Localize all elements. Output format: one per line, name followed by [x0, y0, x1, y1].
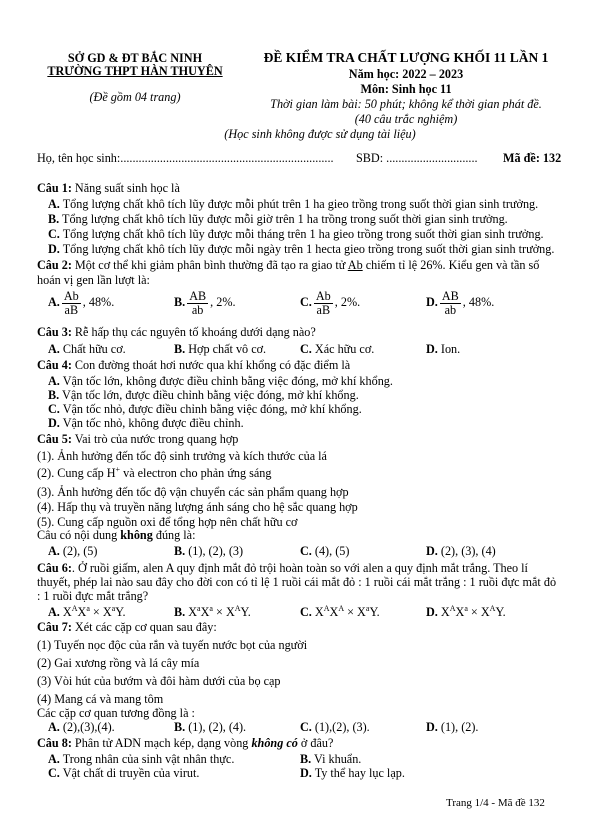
option-text: (1), (2), (4).: [188, 720, 247, 734]
allele-superscript: A: [323, 603, 330, 613]
candidate-number-field: SBD: ..............................: [356, 151, 478, 165]
question-4: [37, 358, 350, 373]
fraction-top: AB: [189, 289, 207, 303]
option-text: Tổng lượng chất khô tích lũy được mỗi tháng trên 1 ha gieo trồng trong suốt thời gian sinh trưởng.: [62, 227, 544, 241]
student-name-field: Họ, tên học sinh:......................................................................: [37, 151, 334, 165]
option-text: Chất hữu cơ.: [62, 342, 126, 356]
option-key: B.: [174, 720, 186, 734]
option-a[interactable]: [48, 605, 126, 620]
options-row: [48, 290, 568, 322]
statement-1: (1). Ảnh hưởng đến tốc độ sinh trưởng và kích thước của lá: [37, 449, 327, 463]
allele-superscript: a: [209, 603, 213, 613]
cross-formula: $X^AX^a \times X^AY$.: [440, 603, 506, 619]
option-key: B.: [48, 212, 60, 226]
option-d[interactable]: [426, 605, 506, 620]
option-key: C.: [300, 544, 312, 558]
allele-superscript: a: [86, 603, 90, 613]
prompt-text: Câu có nội dung: [37, 528, 118, 542]
option-a[interactable]: [48, 290, 114, 317]
options-row: [48, 605, 568, 621]
exam-time: Thời gian làm bài: 50 phút; không kể thời gian phát đề.: [270, 97, 542, 111]
statement-2: [37, 466, 272, 481]
exam-code: Mã đề: 132: [503, 151, 562, 165]
statement-3: (3). Ảnh hưởng đến tốc độ vận chuyển các sản phẩm quang hợp: [37, 485, 349, 499]
options-row: [48, 544, 568, 560]
question-text: Con đường thoát hơi nước qua khí khổng có đặc điểm là: [74, 358, 351, 372]
option-a[interactable]: [48, 197, 538, 212]
genotype-fraction: [440, 290, 461, 317]
option-c[interactable]: [48, 227, 544, 242]
option-key: C.: [48, 402, 60, 416]
question-text: Phân tử ADN mạch kép, dạng vòng: [74, 736, 249, 750]
option-text: Tổng lượng chất khô tích lũy được mỗi phút trên 1 ha gieo trồng trong suốt thời gian sinh trưởng.: [62, 197, 539, 211]
prompt-emphasis: không: [120, 528, 153, 542]
option-key: C.: [300, 605, 312, 619]
question-prompt: [37, 528, 195, 543]
option-b[interactable]: [300, 752, 361, 767]
option-d[interactable]: [48, 242, 554, 257]
option-d[interactable]: [426, 342, 460, 357]
department-name: SỞ GD & ĐT BẮC NINH: [67, 51, 203, 65]
school-name: TRƯỜNG THPT HÀN THUYÊN: [47, 64, 223, 78]
statement-1: (1) Tuyến nọc độc của rắn và tuyến nước bọt của người: [37, 638, 308, 652]
option-d[interactable]: [426, 544, 496, 559]
option-text: , 48%.: [462, 295, 495, 310]
question-count: (40 câu trắc nghiệm): [354, 112, 458, 126]
subject: Môn: Sinh học 11: [360, 82, 452, 96]
fraction-top: AB: [441, 289, 459, 303]
statement-5: (5). Cung cấp nguồn oxi để tổng hợp nên chất hữu cơ: [37, 515, 298, 529]
option-c[interactable]: [300, 342, 374, 357]
cross-formula: $X^AX^a \times X^aY$.: [62, 603, 126, 619]
option-key: B.: [300, 752, 312, 766]
fraction-bottom: aB: [316, 302, 331, 317]
question-text: Xét các cặp cơ quan sau đây:: [74, 620, 217, 634]
question-prompt: Các cặp cơ quan tương đồng là :: [37, 706, 195, 720]
question-label: Câu 3:: [37, 325, 72, 339]
question-label: Câu 5:: [37, 432, 72, 446]
option-text: Ty thể hay lục lạp.: [314, 766, 405, 780]
statement-4: (4). Hấp thụ và truyền năng lượng ánh sáng cho hệ sắc quang hợp: [37, 500, 358, 514]
option-c[interactable]: [48, 766, 199, 781]
option-d[interactable]: [426, 720, 478, 735]
option-text: (2), (3), (4): [440, 544, 496, 558]
option-key: A.: [48, 342, 60, 356]
option-text: (2), (5): [62, 544, 98, 558]
question-emphasis: không có: [251, 736, 298, 750]
option-text: (1), (2), (3): [188, 544, 244, 558]
option-key: D.: [426, 342, 438, 356]
question-text: . Ở ruồi giấm, alen A quy định mắt đỏ trội hoàn toàn so với alen a quy định mắt trắng. Theo lí: [71, 561, 528, 575]
option-b[interactable]: [174, 290, 236, 317]
question-3: [37, 325, 316, 340]
allele-superscript: a: [365, 603, 370, 613]
option-a[interactable]: [48, 752, 234, 767]
option-text: , 48%.: [82, 295, 115, 310]
option-key: C.: [300, 720, 312, 734]
superscript: +: [115, 464, 121, 474]
option-text: Ion.: [440, 342, 461, 356]
option-a[interactable]: [48, 544, 97, 559]
page-footer: Trang 1/4 - Mã đề 132: [446, 797, 545, 809]
option-text: Hợp chất vô cơ.: [188, 342, 267, 356]
statement-2: (2) Gai xương rồng và lá cây mía: [37, 656, 200, 670]
fraction-top: Ab: [63, 289, 79, 303]
option-b[interactable]: [174, 342, 266, 357]
allele-superscript: A: [71, 603, 78, 613]
question-text: Năng suất sinh học là: [74, 181, 180, 195]
question-6: [37, 561, 528, 576]
option-key: C.: [300, 342, 312, 356]
fraction-bottom: ab: [444, 302, 457, 317]
prompt-text-cont: đúng là:: [155, 528, 196, 542]
question-text: Một cơ thể khi giảm phân bình thường đã tạo ra giao tử: [74, 258, 346, 272]
option-key: B.: [48, 388, 60, 402]
option-d[interactable]: [48, 416, 244, 431]
option-key: A.: [48, 295, 60, 310]
option-key: A.: [48, 374, 60, 388]
option-key: B.: [174, 295, 186, 310]
school-year: Năm học: 2022 – 2023: [348, 67, 464, 81]
option-text: (4), (5): [314, 544, 350, 558]
options-row: [48, 720, 568, 736]
allele-superscript: A: [449, 603, 456, 613]
statement-text: (2). Cung cấp H: [37, 466, 116, 480]
option-key: A.: [48, 544, 60, 558]
option-text: Vật chất di truyền của virut.: [62, 766, 200, 780]
genotype-fraction: [314, 290, 333, 317]
option-key: A.: [48, 197, 60, 211]
option-a[interactable]: [48, 720, 115, 735]
fraction-bottom: ab: [191, 302, 204, 317]
option-d[interactable]: [426, 290, 494, 317]
question-label: Câu 2:: [37, 258, 72, 272]
statement-text-cont: và electron cho phản ứng sáng: [123, 466, 272, 480]
option-text: Vận tốc lớn, được điều chỉnh bằng việc đóng, mở khí khổng.: [62, 388, 359, 402]
question-2: [37, 258, 539, 273]
option-text: Vi khuẩn.: [314, 752, 362, 766]
allele-superscript: A: [338, 603, 345, 613]
option-key: C.: [48, 227, 60, 241]
option-key: B.: [174, 605, 186, 619]
gamete-label: Ab: [347, 258, 363, 272]
fraction-bottom: aB: [64, 302, 79, 317]
genotype-fraction: [62, 290, 81, 317]
allele-superscript: A: [489, 603, 496, 613]
option-key: C.: [300, 295, 312, 310]
options-row: [48, 342, 568, 358]
question-text-cont: chiếm tỉ lệ 26%. Kiểu gen và tần số: [365, 258, 540, 272]
cross-formula: $X^aX^a \times X^AY$.: [188, 603, 251, 619]
option-c[interactable]: [300, 290, 360, 317]
option-c[interactable]: [300, 605, 380, 620]
option-key: A.: [48, 752, 60, 766]
option-text: Tổng lượng chất khô tích lũy được mỗi ngày trên 1 hecta gieo trồng trong suốt thời gian sinh trưởng.: [62, 242, 555, 256]
option-key: D.: [300, 766, 312, 780]
option-b[interactable]: [48, 212, 508, 227]
option-key: C.: [48, 766, 60, 780]
allele-superscript: A: [234, 603, 241, 613]
option-b[interactable]: [48, 388, 359, 403]
option-key: D.: [426, 544, 438, 558]
question-label: Câu 6:: [37, 561, 72, 575]
question-5: [37, 432, 238, 447]
question-text-cont: ở đâu?: [300, 736, 334, 750]
option-key: D.: [48, 416, 60, 430]
question-label: Câu 7:: [37, 620, 72, 634]
option-key: D.: [426, 720, 438, 734]
option-key: B.: [174, 342, 186, 356]
option-b[interactable]: [174, 605, 251, 620]
fraction-top: Ab: [315, 289, 331, 303]
option-key: D.: [426, 605, 438, 619]
genotype-fraction: [187, 290, 208, 317]
option-text: , 2%.: [210, 295, 236, 310]
page-count-note: (Đề gồm 04 trang): [89, 90, 181, 104]
option-key: D.: [426, 295, 438, 310]
allele-superscript: a: [464, 603, 468, 613]
question-2-cont: hoán vị gen lần lượt là:: [37, 273, 150, 287]
question-text: Vai trò của nước trong quang hợp: [74, 432, 239, 446]
option-text: Vận tốc nhỏ, không được điều chỉnh.: [62, 416, 244, 430]
question-text: Rễ hấp thụ các nguyên tố khoáng dưới dạng nào?: [74, 325, 316, 339]
option-text: , 2%.: [334, 295, 361, 310]
question-7: [37, 620, 217, 635]
question-label: Câu 8:: [37, 736, 72, 750]
option-d[interactable]: [300, 766, 405, 781]
option-a[interactable]: [48, 342, 126, 357]
option-key: B.: [174, 544, 186, 558]
allele-superscript: a: [111, 603, 116, 613]
question-1: [37, 181, 180, 196]
question-label: Câu 1:: [37, 181, 72, 195]
option-b[interactable]: [174, 720, 246, 735]
option-text: (1),(2), (3).: [314, 720, 370, 734]
option-a[interactable]: [48, 374, 393, 389]
option-text: (1), (2).: [440, 720, 479, 734]
question-6-line-3: : 1 ruồi đực mắt trắng?: [37, 589, 149, 603]
allele-superscript: a: [197, 603, 201, 613]
statement-3: (3) Vòi hút của bướm và đôi hàm dưới của bọ cạp: [37, 674, 281, 688]
option-text: Trong nhân của sinh vật nhân thực.: [62, 752, 235, 766]
option-text: Xác hữu cơ.: [314, 342, 375, 356]
option-key: A.: [48, 605, 60, 619]
option-b[interactable]: [174, 544, 243, 559]
option-text: (2),(3),(4).: [62, 720, 115, 734]
no-materials-note: (Học sinh không được sử dụng tài liệu): [224, 127, 416, 141]
option-text: Vận tốc lớn, không được điều chỉnh bằng việc đóng, mở khí khổng.: [62, 374, 393, 388]
question-6-line-2: thuyết, phép lai nào sau đây cho đời con có tỉ lệ 1 ruồi cái mắt đỏ : 1 ruồi cái mắt trắng : 1 ruồi đực mắt đỏ: [37, 575, 557, 589]
option-c[interactable]: [300, 544, 349, 559]
statement-4: (4) Mang cá và mang tôm: [37, 692, 164, 706]
cross-formula: $X^AX^A \times X^aY$.: [314, 603, 380, 619]
exam-title: ĐỀ KIỂM TRA CHẤT LƯỢNG KHỐI 11 LẦN 1: [263, 50, 549, 65]
option-c[interactable]: [300, 720, 370, 735]
option-text: Tổng lượng chất khô tích lũy được mỗi giờ trên 1 ha trồng trong suốt thời gian sinh trưởng.: [62, 212, 508, 226]
question-label: Câu 4:: [37, 358, 72, 372]
option-key: D.: [48, 242, 60, 256]
option-text: Vận tốc nhỏ, được điều chỉnh bằng việc đóng, mở khí khổng.: [62, 402, 362, 416]
options-row: [48, 766, 568, 782]
option-key: A.: [48, 720, 60, 734]
option-c[interactable]: [48, 402, 362, 417]
question-8: [37, 736, 333, 751]
